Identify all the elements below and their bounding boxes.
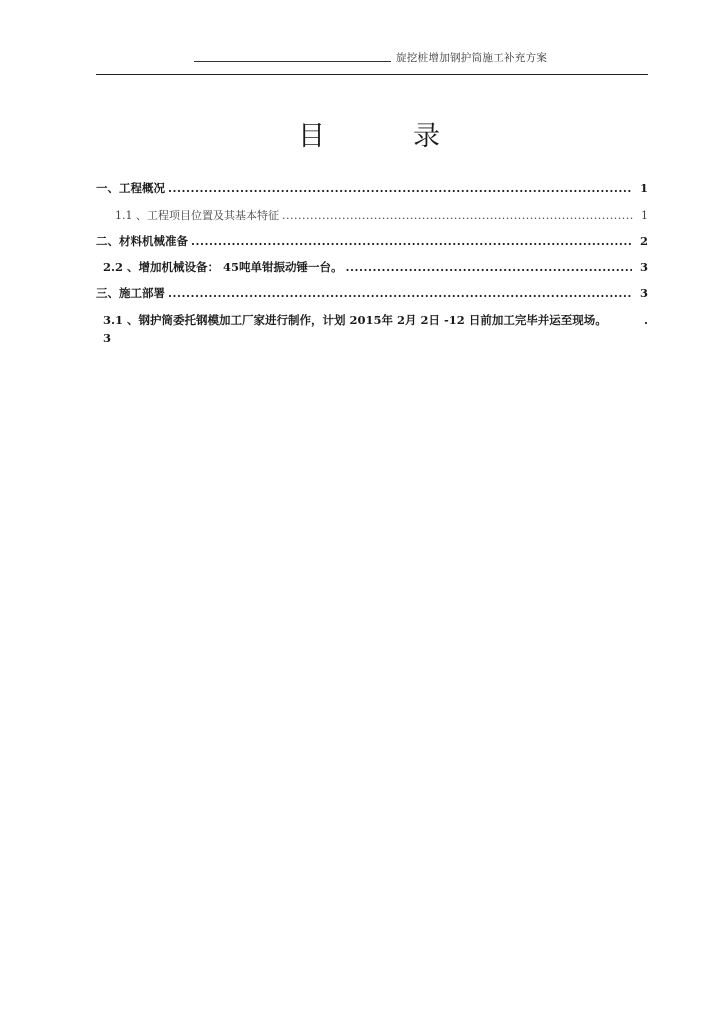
toc-entry-label: 二、材料机械准备 — [96, 234, 188, 248]
toc-entry[interactable] — [96, 285, 648, 301]
toc-entry-page: 2 — [639, 234, 648, 248]
header-rule — [96, 74, 648, 75]
toc-entry-label: 三、施工部署 — [96, 286, 165, 300]
toc-leader-dots — [168, 181, 632, 195]
toc-leader-dots — [191, 234, 632, 248]
toc-entry-page: 1 — [639, 181, 648, 195]
toc-entry[interactable] — [103, 311, 648, 347]
toc-leader-dots: . — [643, 313, 648, 327]
toc-title-char-2: 录 — [413, 121, 440, 152]
toc-entry-page: 1 — [641, 209, 648, 222]
header-title: 旋挖桩增加钢护筒施工补充方案 — [396, 52, 548, 64]
toc-entry-label: 1.1 、工程项目位置及其基本特征 — [115, 209, 279, 222]
toc-leader-dots — [282, 209, 633, 222]
toc-title — [0, 114, 724, 154]
toc-entry[interactable] — [96, 180, 648, 196]
toc-entry[interactable] — [96, 259, 648, 275]
toc-title-char-1: 目 — [298, 121, 325, 152]
toc-entry-page: 3 — [103, 331, 112, 345]
toc-entry[interactable] — [96, 207, 648, 223]
toc-leader-dots — [346, 260, 632, 274]
toc-leader-dots — [168, 286, 632, 300]
header-short-rule — [194, 61, 391, 62]
toc-entry-label: 一、工程概况 — [96, 181, 165, 195]
toc-entry-label: 3.1 、钢护筒委托钢模加工厂家进行制作，计划 2015年 2月 2日 -12 日前加工完毕并运至现场。 — [103, 313, 607, 327]
toc-entry-page: 3 — [639, 260, 648, 274]
toc-entry-label: 2.2 、增加机械设备： 45吨单钳振动锤一台。 — [103, 260, 343, 274]
toc-entry-page: 3 — [639, 286, 648, 300]
toc-entry[interactable] — [96, 233, 648, 249]
